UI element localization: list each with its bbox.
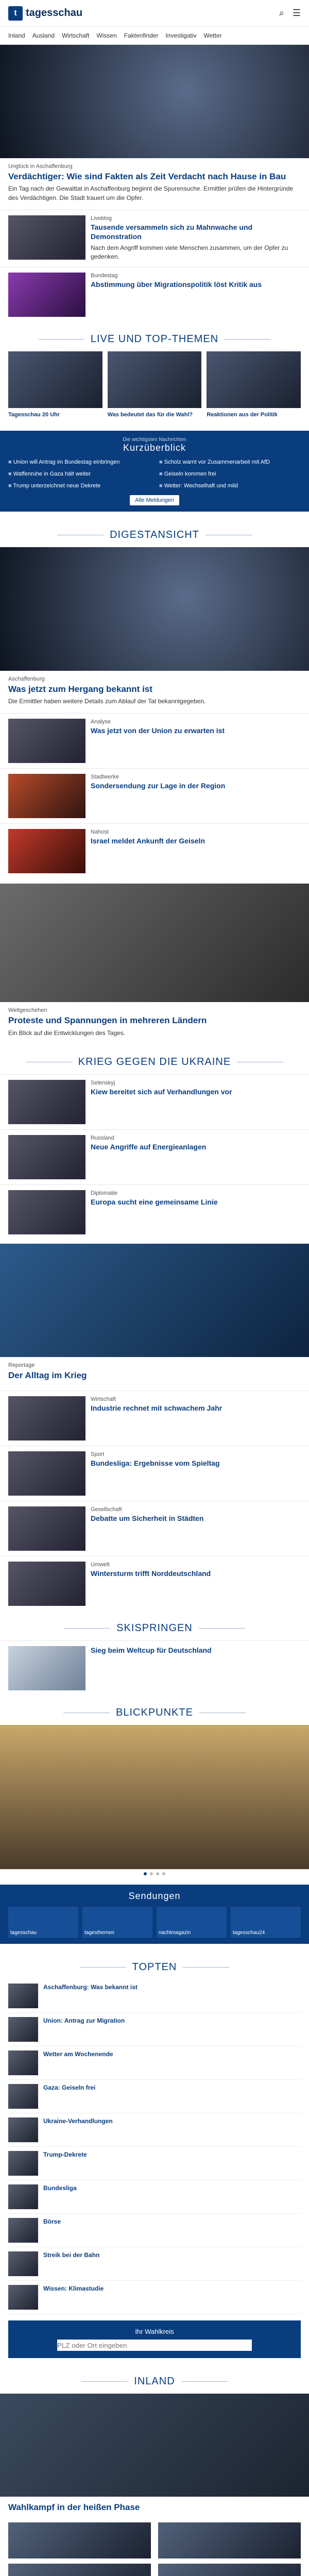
thumbnail[interactable] [8, 2251, 38, 2276]
box-subtitle: Die wichtigsten Nachrichten [123, 437, 186, 443]
section-heading: DIGESTANSICHT [0, 518, 309, 547]
headline[interactable]: Israel meldet Ankunft der Geiseln [91, 837, 205, 845]
nav-item[interactable]: Wissen [96, 32, 117, 39]
list-item[interactable] [8, 2180, 301, 2214]
headline[interactable]: Börse [43, 2218, 61, 2226]
card-title[interactable]: Tagesschau 20 Uhr [8, 411, 60, 418]
site-header [0, 0, 309, 27]
search-label: Ihr Wahlkreis [135, 2328, 174, 2336]
thumbnail[interactable] [158, 2522, 301, 2558]
digest-image[interactable] [0, 547, 309, 671]
brief-item[interactable]: ■ Union will Antrag im Bundestag einbringen [8, 459, 150, 466]
thumbnail[interactable] [8, 1190, 85, 1234]
inland-grid [0, 2522, 309, 2576]
headline[interactable]: Wintersturm trifft Norddeutschland [91, 1569, 211, 1578]
logo[interactable] [8, 6, 82, 21]
headline[interactable]: Aschaffenburg: Was bekannt ist [43, 1984, 138, 1991]
card[interactable] [158, 2522, 301, 2558]
thumbnail[interactable] [8, 1984, 38, 2008]
feature-teaser[interactable] [0, 1002, 309, 1045]
teaser-row[interactable] [0, 267, 309, 322]
headline[interactable]: Abstimmung über Migrationspolitik löst Kritik aus [91, 280, 262, 289]
thumbnail[interactable] [207, 351, 301, 408]
thumbnail[interactable] [8, 2084, 38, 2109]
show-tile[interactable]: tagesthemen [82, 1907, 152, 1938]
teaser-row[interactable] [0, 1556, 309, 1611]
thumbnail[interactable] [8, 1451, 85, 1496]
thumbnail[interactable] [8, 2184, 38, 2209]
thumbnail[interactable] [8, 1562, 85, 1606]
top-list [0, 1979, 309, 2314]
kicker: Analyse [91, 719, 111, 725]
live-card[interactable] [108, 351, 202, 418]
section-heading: BLICKPUNKTE [0, 1696, 309, 1725]
thumbnail[interactable] [8, 2218, 38, 2243]
kicker: Weltgeschehen [8, 1007, 47, 1014]
teaser-row[interactable] [0, 1391, 309, 1446]
thumbnail[interactable] [8, 1646, 85, 1690]
card[interactable] [158, 2564, 301, 2576]
feature-image[interactable] [0, 884, 309, 1002]
kicker: Aschaffenburg [8, 675, 45, 682]
thumbnail[interactable] [8, 2285, 38, 2310]
thumbnail[interactable] [8, 1506, 85, 1551]
kicker: Reportage [8, 1362, 35, 1368]
teaser-row[interactable] [0, 1501, 309, 1556]
kicker: Umwelt [91, 1562, 110, 1568]
kicker: Bundestag [91, 272, 118, 279]
headline[interactable]: Wahlkampf in der heißen Phase [8, 2502, 140, 2513]
box-title: Kurzüberblick [123, 443, 186, 453]
nav-item[interactable]: Faktenfinder [124, 32, 159, 39]
list-item[interactable] [8, 2080, 301, 2113]
headline[interactable]: Trump-Dekrete [43, 2151, 87, 2159]
nav-item[interactable]: Ausland [32, 32, 55, 39]
section-heading: INLAND [0, 2364, 309, 2394]
all-news-button[interactable]: Alle Meldungen [130, 495, 179, 505]
brief-item[interactable]: ■ Scholz warnt vor Zusammenarbeit mit AfD [159, 459, 301, 466]
blickpunkt-image[interactable] [0, 1725, 309, 1869]
kicker: Unglück in Aschaffenburg [8, 163, 73, 170]
thumbnail[interactable] [8, 719, 85, 763]
headline[interactable]: Wissen: Klimastudie [43, 2285, 104, 2293]
thumbnail[interactable] [8, 2117, 38, 2142]
kicker: Nahost [91, 829, 109, 836]
card-title[interactable]: Reaktionen aus der Politik [207, 411, 278, 418]
main-nav [0, 27, 309, 45]
wahlkreis-search [8, 2320, 301, 2358]
headline[interactable]: Streik bei der Bahn [43, 2251, 100, 2259]
teaser-row[interactable] [0, 713, 309, 768]
headline[interactable]: Der Alltag im Krieg [8, 1370, 87, 1380]
teaser-text: Ein Blick auf die Entwicklungen des Tages. [8, 1029, 126, 1037]
kicker: Gesellschaft [91, 1506, 122, 1513]
teaser-row[interactable] [0, 823, 309, 878]
headline[interactable]: Was jetzt zum Hergang bekannt ist [8, 684, 152, 694]
brief-item[interactable]: ■ Geiseln kommen frei [159, 470, 301, 478]
digest-teaser[interactable] [0, 671, 309, 714]
thumbnail[interactable] [8, 1080, 85, 1124]
live-teasers [0, 351, 309, 425]
show-tile[interactable]: nachtmagazin [157, 1907, 227, 1938]
thumbnail[interactable] [8, 2151, 38, 2176]
logo-mark: t [8, 6, 23, 21]
card[interactable] [8, 2564, 151, 2576]
nav-item[interactable]: Wetter [203, 32, 222, 39]
headline[interactable]: Bundesliga [43, 2184, 77, 2192]
brief-item[interactable]: ■ Waffenruhe in Gaza hält weiter [8, 470, 150, 478]
headline[interactable]: Verdächtiger: Wie sind Fakten als Zeit Verdacht nach Hause in Bau [8, 172, 286, 181]
box-title: Sendungen [128, 1891, 181, 1902]
thumbnail[interactable] [8, 2564, 151, 2576]
teaser-text: Nach dem Angriff kommen viele Menschen zusammen, um der Opfer zu gedenken. [91, 244, 288, 261]
section-heading: KRIEG GEGEN DIE UKRAINE [0, 1045, 309, 1074]
section-heading: LIVE UND TOP-THEMEN [0, 322, 309, 351]
list-item[interactable] [8, 2113, 301, 2147]
kicker: Liveblog [91, 215, 112, 222]
list-item[interactable] [8, 2046, 301, 2080]
card[interactable] [8, 2522, 151, 2558]
live-card[interactable] [207, 351, 301, 418]
list-item[interactable] [8, 2147, 301, 2180]
nav-item[interactable]: Inland [8, 32, 25, 39]
list-item[interactable] [8, 1979, 301, 2013]
brief-item[interactable]: ■ Trump unterzeichnet neue Dekrete [8, 482, 150, 490]
headline[interactable]: Gaza: Geiseln frei [43, 2084, 96, 2092]
search-icon[interactable]: ⌕ [279, 8, 284, 18]
teaser-row[interactable] [0, 768, 309, 823]
menu-icon[interactable]: ☰ [292, 8, 301, 18]
show-tile[interactable]: tagesschau [8, 1907, 78, 1938]
thumbnail[interactable] [8, 273, 85, 317]
thumbnail[interactable] [158, 2564, 301, 2576]
thumbnail[interactable] [8, 829, 85, 873]
thumbnail[interactable] [8, 2050, 38, 2075]
headline[interactable]: Kiew bereitet sich auf Verhandlungen vor [91, 1087, 232, 1096]
carousel-dots[interactable] [0, 1869, 309, 1878]
list-item[interactable] [8, 2281, 301, 2314]
headline[interactable]: Union: Antrag zur Migration [43, 2017, 125, 2025]
teaser-row[interactable] [0, 1640, 309, 1696]
headline[interactable]: Sieg beim Weltcup für Deutschland [91, 1646, 212, 1655]
thumbnail[interactable] [108, 351, 202, 408]
teaser-row[interactable] [0, 1184, 309, 1240]
nav-item[interactable]: Wirtschaft [62, 32, 90, 39]
thumbnail[interactable] [8, 2017, 38, 2042]
kicker: Sport [91, 1451, 105, 1458]
list-item[interactable] [8, 2013, 301, 2046]
list-item[interactable] [8, 2214, 301, 2247]
headline[interactable]: Industrie rechnet mit schwachem Jahr [91, 1404, 222, 1413]
sendungen-box [0, 1885, 309, 1944]
thumbnail[interactable] [8, 774, 85, 818]
headline[interactable]: Proteste und Spannungen in mehreren Ländern [8, 1015, 207, 1026]
hero-teaser[interactable] [0, 158, 309, 210]
section-heading: TOPTEN [0, 1950, 309, 1979]
search-input[interactable] [57, 2340, 252, 2351]
inland-image[interactable] [0, 2394, 309, 2497]
teaser-row[interactable] [0, 1129, 309, 1184]
nav-item[interactable]: Investigativ [165, 32, 197, 39]
teaser-row[interactable] [0, 1074, 309, 1129]
kurzueberblick-box [0, 431, 309, 512]
logo-text: tagesschau [26, 7, 83, 19]
headline[interactable]: Bundesliga: Ergebnisse vom Spieltag [91, 1459, 220, 1468]
teaser-row[interactable] [0, 1446, 309, 1501]
hero-image[interactable] [0, 45, 309, 158]
headline[interactable]: Wetter am Wochenende [43, 2050, 113, 2058]
headline[interactable]: Ukraine-Verhandlungen [43, 2117, 113, 2125]
headline[interactable]: Was jetzt von der Union zu erwarten ist [91, 726, 225, 735]
kicker: Stadtwerke [91, 774, 119, 781]
teaser-text: Die Ermittler haben weitere Details zum Ablauf der Tat bekanntgegeben. [8, 697, 206, 705]
brief-item[interactable]: ■ Wetter: Wechselhaft und mild [159, 482, 301, 490]
thumbnail[interactable] [8, 2522, 151, 2558]
list-item[interactable] [8, 2247, 301, 2281]
show-tile[interactable]: tagesschau24 [231, 1907, 301, 1938]
headline[interactable]: Tausende versammeln sich zu Mahnwache und Demonstration [91, 223, 253, 241]
thumbnail[interactable] [8, 351, 102, 408]
headline[interactable]: Neue Angriffe auf Energieanlagen [91, 1142, 207, 1151]
kicker: Wirtschaft [91, 1396, 116, 1403]
thumbnail[interactable] [8, 1135, 85, 1179]
teaser-row[interactable] [0, 210, 309, 267]
card-title[interactable]: Was bedeutet das für die Wahl? [107, 411, 193, 418]
kicker: Russland [91, 1134, 114, 1141]
live-card[interactable] [8, 351, 102, 418]
thumbnail[interactable] [8, 1396, 85, 1440]
ukraine-image[interactable] [0, 1244, 309, 1357]
headline[interactable]: Debatte um Sicherheit in Städten [91, 1514, 204, 1523]
section-heading: SKISPRINGEN [0, 1611, 309, 1640]
headline[interactable]: Europa sucht eine gemeinsame Linie [91, 1197, 218, 1206]
headline[interactable]: Sondersendung zur Lage in der Region [91, 782, 226, 790]
teaser-text: Ein Tag nach der Gewalttat in Aschaffenburg beginnt die Spurensuche. Ermittler prüfen die Hintergründe des Verdächtigen. Die Stadt trauert um die Opfer. [8, 185, 294, 201]
kicker: Selenskyj [91, 1079, 115, 1086]
thumbnail[interactable] [8, 215, 85, 260]
ukraine-feature[interactable] [0, 1357, 309, 1391]
kicker: Diplomatie [91, 1190, 117, 1196]
